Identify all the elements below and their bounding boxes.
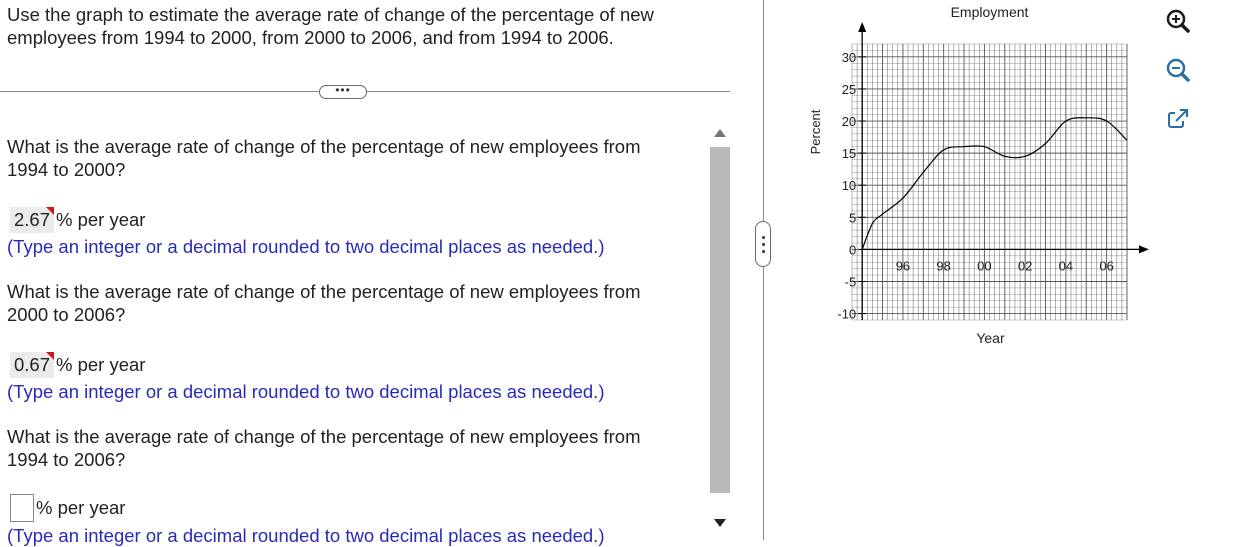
part-1-hint: (Type an integer or a decimal rounded to two decimal places as needed.)	[7, 236, 605, 257]
zoom-in-icon	[1163, 6, 1193, 36]
part-3-answer-field[interactable]	[10, 494, 34, 522]
part-3-hint: (Type an integer or a decimal rounded to two decimal places as needed.)	[7, 525, 605, 546]
part-3-answer-row	[10, 494, 125, 522]
zoom-out-icon	[1163, 55, 1193, 85]
part-2-prompt: What is the average rate of change of the percentage of new employees from 2000 to 2006?	[7, 281, 641, 325]
scroll-down-icon[interactable]	[714, 519, 726, 527]
popout-button[interactable]	[1163, 104, 1193, 134]
y-tick-label: 20	[841, 114, 857, 130]
y-tick-label: -10	[837, 306, 857, 322]
part-1-answer-field[interactable]: 2.67	[10, 207, 54, 233]
vertical-scrollbar[interactable]	[710, 123, 730, 547]
y-tick-label: 15	[841, 146, 857, 162]
y-tick-label: 25	[841, 81, 857, 97]
part-2-unit: % per year	[56, 354, 146, 375]
part-1-unit: % per year	[56, 209, 146, 230]
x-axis-arrow	[1139, 245, 1149, 253]
scroll-thumb[interactable]	[710, 147, 730, 493]
part-3-unit: % per year	[36, 497, 126, 518]
chart-title: Employment	[950, 4, 1029, 20]
scroll-up-icon[interactable]	[714, 129, 726, 137]
y-axis-arrow	[858, 22, 866, 32]
part-2-answer-row	[10, 352, 145, 378]
panel-divider	[763, 0, 764, 540]
part-2-answer-field[interactable]: 0.67	[10, 352, 54, 378]
y-axis-label: Percent	[808, 109, 823, 155]
popout-icon	[1163, 104, 1193, 134]
y-tick-label: -5	[844, 274, 857, 290]
y-tick-label: 30	[841, 49, 857, 65]
incorrect-flag-icon	[46, 207, 54, 215]
x-tick-label: 00	[977, 258, 992, 274]
part-1-answer-row	[10, 207, 145, 233]
part-2-hint: (Type an integer or a decimal rounded to two decimal places as needed.)	[7, 381, 605, 402]
question-text	[7, 3, 707, 49]
part-3-prompt: What is the average rate of change of the percentage of new employees from 1994 to 2006?	[7, 426, 641, 470]
employment-graph	[790, 0, 1150, 360]
x-tick-label: 02	[1017, 258, 1033, 274]
y-tick-label: 10	[841, 178, 857, 194]
x-tick-label: 96	[895, 258, 911, 274]
question-line-2: employees from 1994 to 2000, from 2000 to 2006, and from 1994 to 2006.	[7, 27, 614, 48]
y-tick-label: 0	[848, 242, 857, 258]
x-tick-label: 98	[936, 258, 951, 274]
x-tick-label: 04	[1058, 258, 1074, 274]
y-tick-label: 5	[848, 210, 857, 226]
zoom-out-button[interactable]	[1163, 55, 1193, 85]
chart-svg	[790, 0, 1150, 360]
incorrect-flag-icon	[46, 352, 54, 360]
part-1-prompt: What is the average rate of change of the percentage of new employees from 1994 to 2000?	[7, 136, 641, 180]
question-line-1: Use the graph to estimate the average rate of change of the percentage of new	[7, 4, 654, 25]
x-axis-label: Year	[976, 330, 1005, 346]
splitter-handle[interactable]	[755, 221, 771, 267]
x-tick-label: 06	[1099, 258, 1114, 274]
show-more-button[interactable]: •••	[319, 85, 367, 99]
zoom-in-button[interactable]	[1163, 6, 1193, 36]
